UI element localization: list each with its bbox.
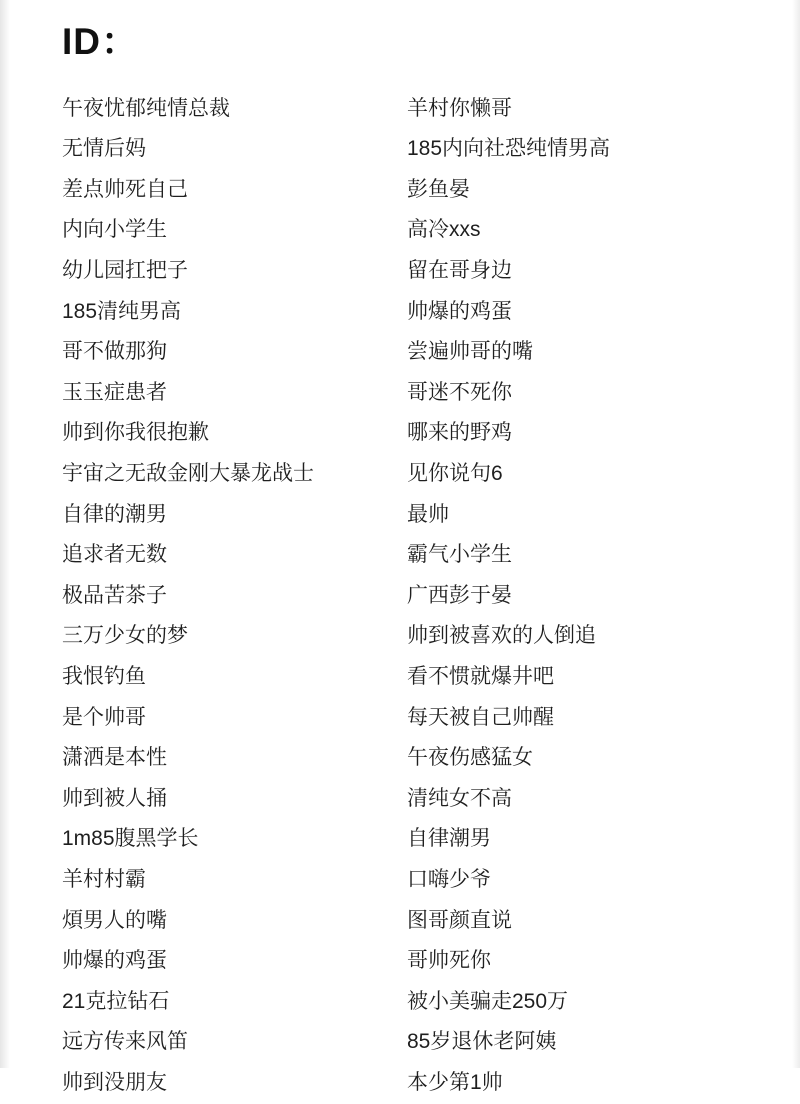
right-edge-shading xyxy=(792,0,800,1068)
list-item: 帅到被人捅 xyxy=(62,786,167,810)
list-item: 最帅 xyxy=(407,502,449,526)
list-item: 是个帅哥 xyxy=(62,705,146,729)
list-item: 每天被自己帅醒 xyxy=(407,705,554,729)
list-item: 差点帅死自己 xyxy=(62,177,188,201)
list-item: 煩男人的嘴 xyxy=(62,908,167,932)
list-item: 清纯女不高 xyxy=(407,786,512,810)
list-item: 图哥颜直说 xyxy=(407,908,512,932)
list-item: 午夜忧郁纯情总裁 xyxy=(62,96,230,120)
list-item: 本少第1帅 xyxy=(407,1070,503,1094)
list-item: 追求者无数 xyxy=(62,543,167,567)
list-item: 被小美骗走250万 xyxy=(407,989,569,1013)
list-item: 我恨钓鱼 xyxy=(62,665,146,688)
list-item: 185内向社恐纯情男高 xyxy=(407,137,611,161)
list-item: 帅到你我很抱歉 xyxy=(62,421,209,445)
list-item: 潇洒是本性 xyxy=(62,746,167,770)
list-item: 见你说句6 xyxy=(407,462,503,486)
list-item: 内向小学生 xyxy=(62,218,167,242)
list-item: 帅爆的鸡蛋 xyxy=(62,949,167,973)
list-item: 看不惯就爆井吧 xyxy=(407,665,554,688)
list-item: 广西彭于晏 xyxy=(407,583,512,607)
list-item: 高冷xxs xyxy=(407,218,481,242)
list-item: 哥帅死你 xyxy=(407,949,491,973)
list-item: 1m85腹黑学长 xyxy=(62,827,199,851)
list-item: 羊村村霸 xyxy=(62,867,146,891)
list-item: 尝遍帅哥的嘴 xyxy=(407,340,533,364)
list-item: 远方传来风笛 xyxy=(62,1030,188,1054)
list-item: 帅到被喜欢的人倒追 xyxy=(407,624,596,648)
list-item: 185清纯男高 xyxy=(62,299,182,323)
list-item: 幼儿园扛把子 xyxy=(62,259,188,283)
list-item: 哥不做那狗 xyxy=(62,340,167,364)
list-item: 帅爆的鸡蛋 xyxy=(407,299,512,323)
list-item: 哪来的野鸡 xyxy=(407,421,512,445)
list-item: 极品苦茶子 xyxy=(62,583,167,607)
list-item: 彭鱼晏 xyxy=(407,177,470,201)
list-item: 霸气小学生 xyxy=(407,543,512,567)
id-list-column-left xyxy=(62,89,407,1104)
list-item: 哥迷不死你 xyxy=(407,380,512,404)
list-item: 留在哥身边 xyxy=(407,259,512,283)
list-item: 午夜伤感猛女 xyxy=(407,746,533,770)
list-item: 85岁退休老阿姨 xyxy=(407,1030,557,1054)
list-item: 帅到没朋友 xyxy=(62,1070,167,1094)
list-item: 自律的潮男 xyxy=(62,502,167,526)
list-item: 羊村你懒哥 xyxy=(407,96,512,120)
list-item: 21克拉钻石 xyxy=(62,989,170,1013)
id-list-columns xyxy=(62,89,770,1104)
list-item: 三万少女的梦 xyxy=(62,624,188,648)
list-item: 无情后妈 xyxy=(62,137,146,161)
list-item: 自律潮男 xyxy=(407,827,491,851)
id-list-column-right xyxy=(407,89,767,1104)
list-item: 宇宙之无敌金刚大暴龙战士 xyxy=(62,462,314,486)
list-item: 口嗨少爷 xyxy=(407,867,491,891)
list-item: 玉玉症患者 xyxy=(62,380,167,404)
left-edge-shading xyxy=(0,0,10,1068)
page-title: ID： xyxy=(62,21,139,62)
